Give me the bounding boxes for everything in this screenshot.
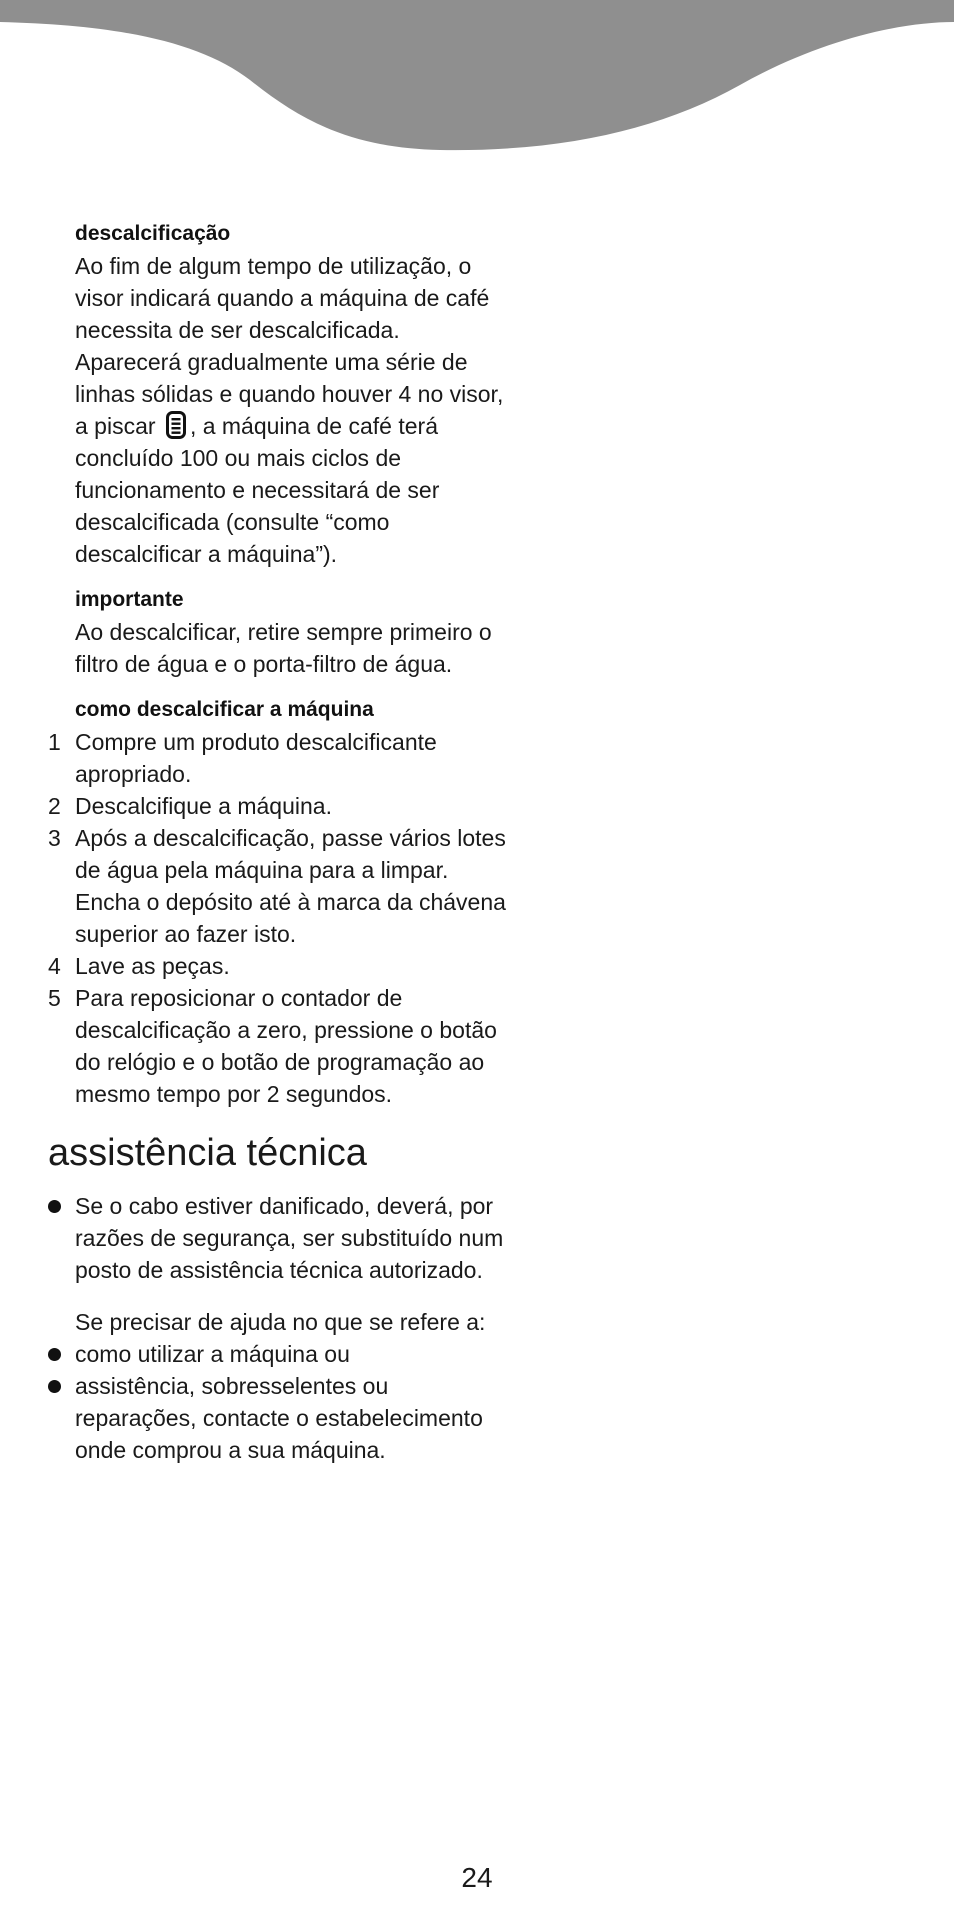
descale-steps-list: [48, 726, 508, 1110]
bullet-icon: [48, 1380, 61, 1393]
step-number: 4: [48, 953, 61, 979]
bullet-icon: [48, 1200, 61, 1213]
how-to-descale-section: [48, 694, 508, 1110]
service-section: [48, 1130, 508, 1466]
how-to-descale-heading: como descalcificar a máquina: [75, 698, 374, 721]
service-bullets-2: [48, 1338, 508, 1466]
service-title: assistência técnica: [48, 1132, 367, 1174]
descaling-heading: descalcificação: [75, 222, 231, 245]
step-number: 3: [48, 825, 61, 851]
important-heading: importante: [75, 588, 184, 611]
page-number: 24: [461, 1862, 493, 1893]
step-number: 1: [48, 729, 61, 755]
bullet-icon: [48, 1348, 61, 1361]
service-bullets-1: [48, 1190, 508, 1286]
important-section: [75, 584, 508, 680]
step-number: 5: [48, 985, 61, 1011]
header-wave-decoration: [0, 0, 954, 160]
step-text: Compre um produto descalcificante apropriado.: [75, 729, 437, 787]
descaling-body-text-1: Ao fim de algum tempo de utilização, o visor indicará quando a máquina de café necessita de ser descalcificada. Aparecerá gradualmente uma série de linhas sólidas e quando houver 4 no visor, a piscar: [75, 253, 504, 439]
bullet-text: Se o cabo estiver danificado, deverá, por razões de segurança, ser substituído num posto de assistência técnica autorizado.: [75, 1193, 504, 1283]
list-item: [48, 950, 508, 982]
step-text: Para reposicionar o contador de descalcificação a zero, pressione o botão do relógio e o botão de programação ao mesmo tempo por 2 segundos.: [75, 985, 497, 1107]
step-number: 2: [48, 793, 61, 819]
list-item: [48, 726, 508, 790]
descaling-body-text-2: , a máquina de café terá concluído 100 ou mais ciclos de funcionamento e necessitará de ser descalcificada (consulte “como descalcificar a máquina”).: [75, 413, 440, 567]
help-intro: Se precisar de ajuda no que se refere a:: [75, 1309, 486, 1335]
main-content: [48, 218, 508, 1466]
list-item: [48, 1338, 508, 1370]
list-item: [48, 790, 508, 822]
bullet-text: como utilizar a máquina ou: [75, 1341, 350, 1367]
descaling-section: [75, 218, 508, 570]
descale-indicator-icon: [166, 411, 186, 439]
list-item: [48, 1370, 508, 1466]
step-text: Lave as peças.: [75, 953, 230, 979]
important-body: Ao descalcificar, retire sempre primeiro o filtro de água e o porta-filtro de água.: [75, 619, 492, 677]
list-item: [48, 982, 508, 1110]
step-text: Após a descalcificação, passe vários lotes de água pela máquina para a limpar. Encha o depósito até à marca da chávena superior ao fazer isto.: [75, 825, 506, 947]
bullet-text: assistência, sobresselentes ou reparações, contacte o estabelecimento onde comprou a sua máquina.: [75, 1373, 483, 1463]
list-item: [48, 822, 508, 950]
descaling-body: [75, 250, 508, 570]
step-text: Descalcifique a máquina.: [75, 793, 332, 819]
list-item: [48, 1190, 508, 1286]
